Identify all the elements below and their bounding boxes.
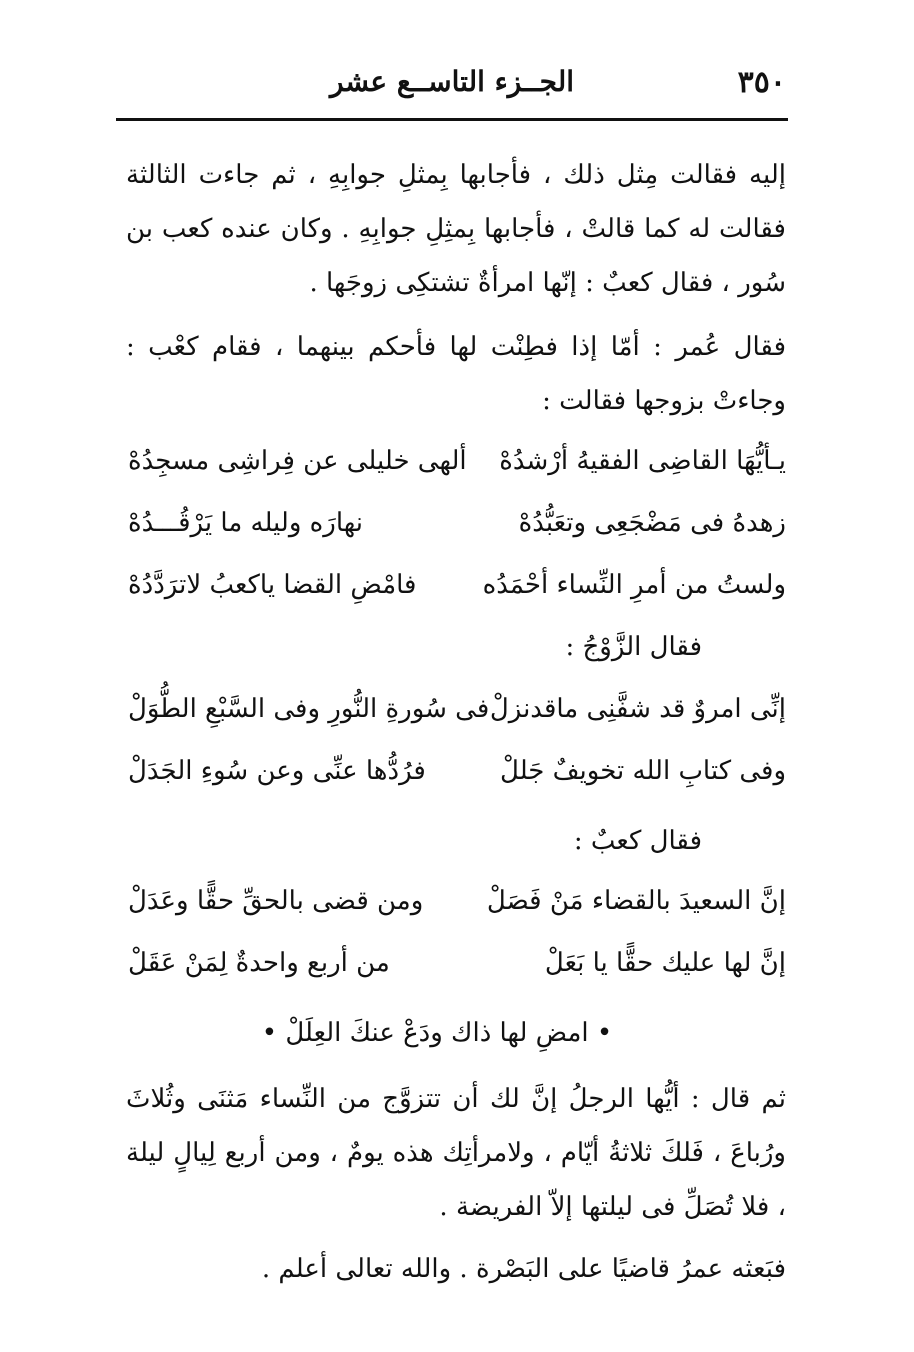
paragraph-text: فبَعثه عمرُ قاضيًا على البَصْرة . والله تعالى أعلم . bbox=[261, 1254, 786, 1284]
verse-first-half: إنِّى امروٌ قد شفَّنِى ماقدنزلْ bbox=[489, 694, 786, 724]
verse-first-half: إنَّ لها عليك حقًّا يا بَعَلْ bbox=[544, 948, 786, 978]
paragraph-text: إليه فقالت مِثل ذلك ، فأجابها بِمثلِ جوابِهِ ، ثم جاءت الثالثة فقالت له كما قالتْ ، فأجابها بِمثِلِ جوابِهِ . وكان عنده كعب بن سُور ، فقال كعبٌ : إنّها امرأةٌ تشتكِى زوجَها . bbox=[126, 160, 786, 298]
verse-second-half: ألهى خليلى عن فِراشِى مسجِدُهْ bbox=[128, 446, 467, 476]
paragraph-ruling bbox=[126, 1072, 786, 1234]
page-number: ٣٥٠ bbox=[737, 65, 786, 100]
page-header bbox=[116, 60, 788, 120]
verse-second-half: فى سُورةِ النُّورِ وفى السَّبْعِ الطُّوَلْ bbox=[128, 694, 490, 724]
paragraph-text: ثم قال : أيُّها الرجلُ إنَّ لك أن تتزوَّج من النِّساء مَثنَى وثُلاثَ ورُباعَ ، فَلكَ ثلاثةُ أيّام ، ولامرأتِك هذه يومٌ ، ومن أربع لِيالٍ ليلة ، فلا تُصَلِّ فى ليلتها إلاّ الفريضة . bbox=[126, 1084, 786, 1222]
verse-line bbox=[128, 948, 786, 1010]
verse-first-half: يـأيُّهَا القاضِى الفقيهُ أرْشدُهْ bbox=[499, 446, 786, 476]
verse-second-half: ومن قضى بالحقِّ حقًّا وعَدَلْ bbox=[128, 886, 424, 916]
verses-wife bbox=[128, 446, 786, 632]
verses-husband bbox=[128, 694, 786, 818]
verse-line bbox=[128, 756, 786, 818]
paragraph-closing bbox=[126, 1242, 786, 1296]
verse-first-half: زهدهُ فى مَضْجَعِى وتعَبُّدُهْ bbox=[518, 508, 786, 538]
single-verse: • امضِ لها ذاك ودَعْ عنكَ العِلَلْ • bbox=[261, 1018, 613, 1048]
verse-first-half: ولستُ من أمرِ النِّساء أحْمَدُه bbox=[482, 570, 786, 600]
verse-line bbox=[128, 446, 786, 508]
verse-line bbox=[128, 694, 786, 756]
intro-husband: فقال الزَّوْجُ : bbox=[565, 632, 702, 662]
verse-second-half: فرُدُّها عنِّى وعن سُوءِ الجَدَلْ bbox=[128, 756, 426, 786]
paragraph-text: فقال عُمر : أمّا إذا فطِنْت لها فأحكم بينهما ، فقام كعْب : وجاءتْ بزوجها فقالت : bbox=[126, 332, 786, 416]
verse-second-half: فامْضِ القضا ياكعبُ لاترَدَّدُهْ bbox=[128, 570, 417, 600]
paragraph-opening bbox=[126, 148, 786, 310]
verse-line bbox=[128, 508, 786, 570]
verses-kaab bbox=[128, 886, 786, 1010]
verse-second-half: من أربع واحدةٌ لِمَنْ عَقَلْ bbox=[128, 948, 390, 978]
verse-second-half: نهارَه وليله ما يَرْقُـــدُهْ bbox=[128, 508, 363, 538]
intro-kaab: فقال كعبٌ : bbox=[573, 826, 702, 856]
paragraph-umar bbox=[126, 320, 786, 428]
verse-first-half: إنَّ السعيدَ بالقضاء مَنْ فَصَلْ bbox=[486, 886, 786, 916]
header-rule bbox=[116, 118, 788, 121]
verse-line bbox=[128, 570, 786, 632]
verse-first-half: وفى كتابِ الله تخويفٌ جَللْ bbox=[500, 756, 786, 786]
running-title: الجــزء التاســع عشر bbox=[329, 65, 575, 98]
verse-line bbox=[128, 886, 786, 948]
